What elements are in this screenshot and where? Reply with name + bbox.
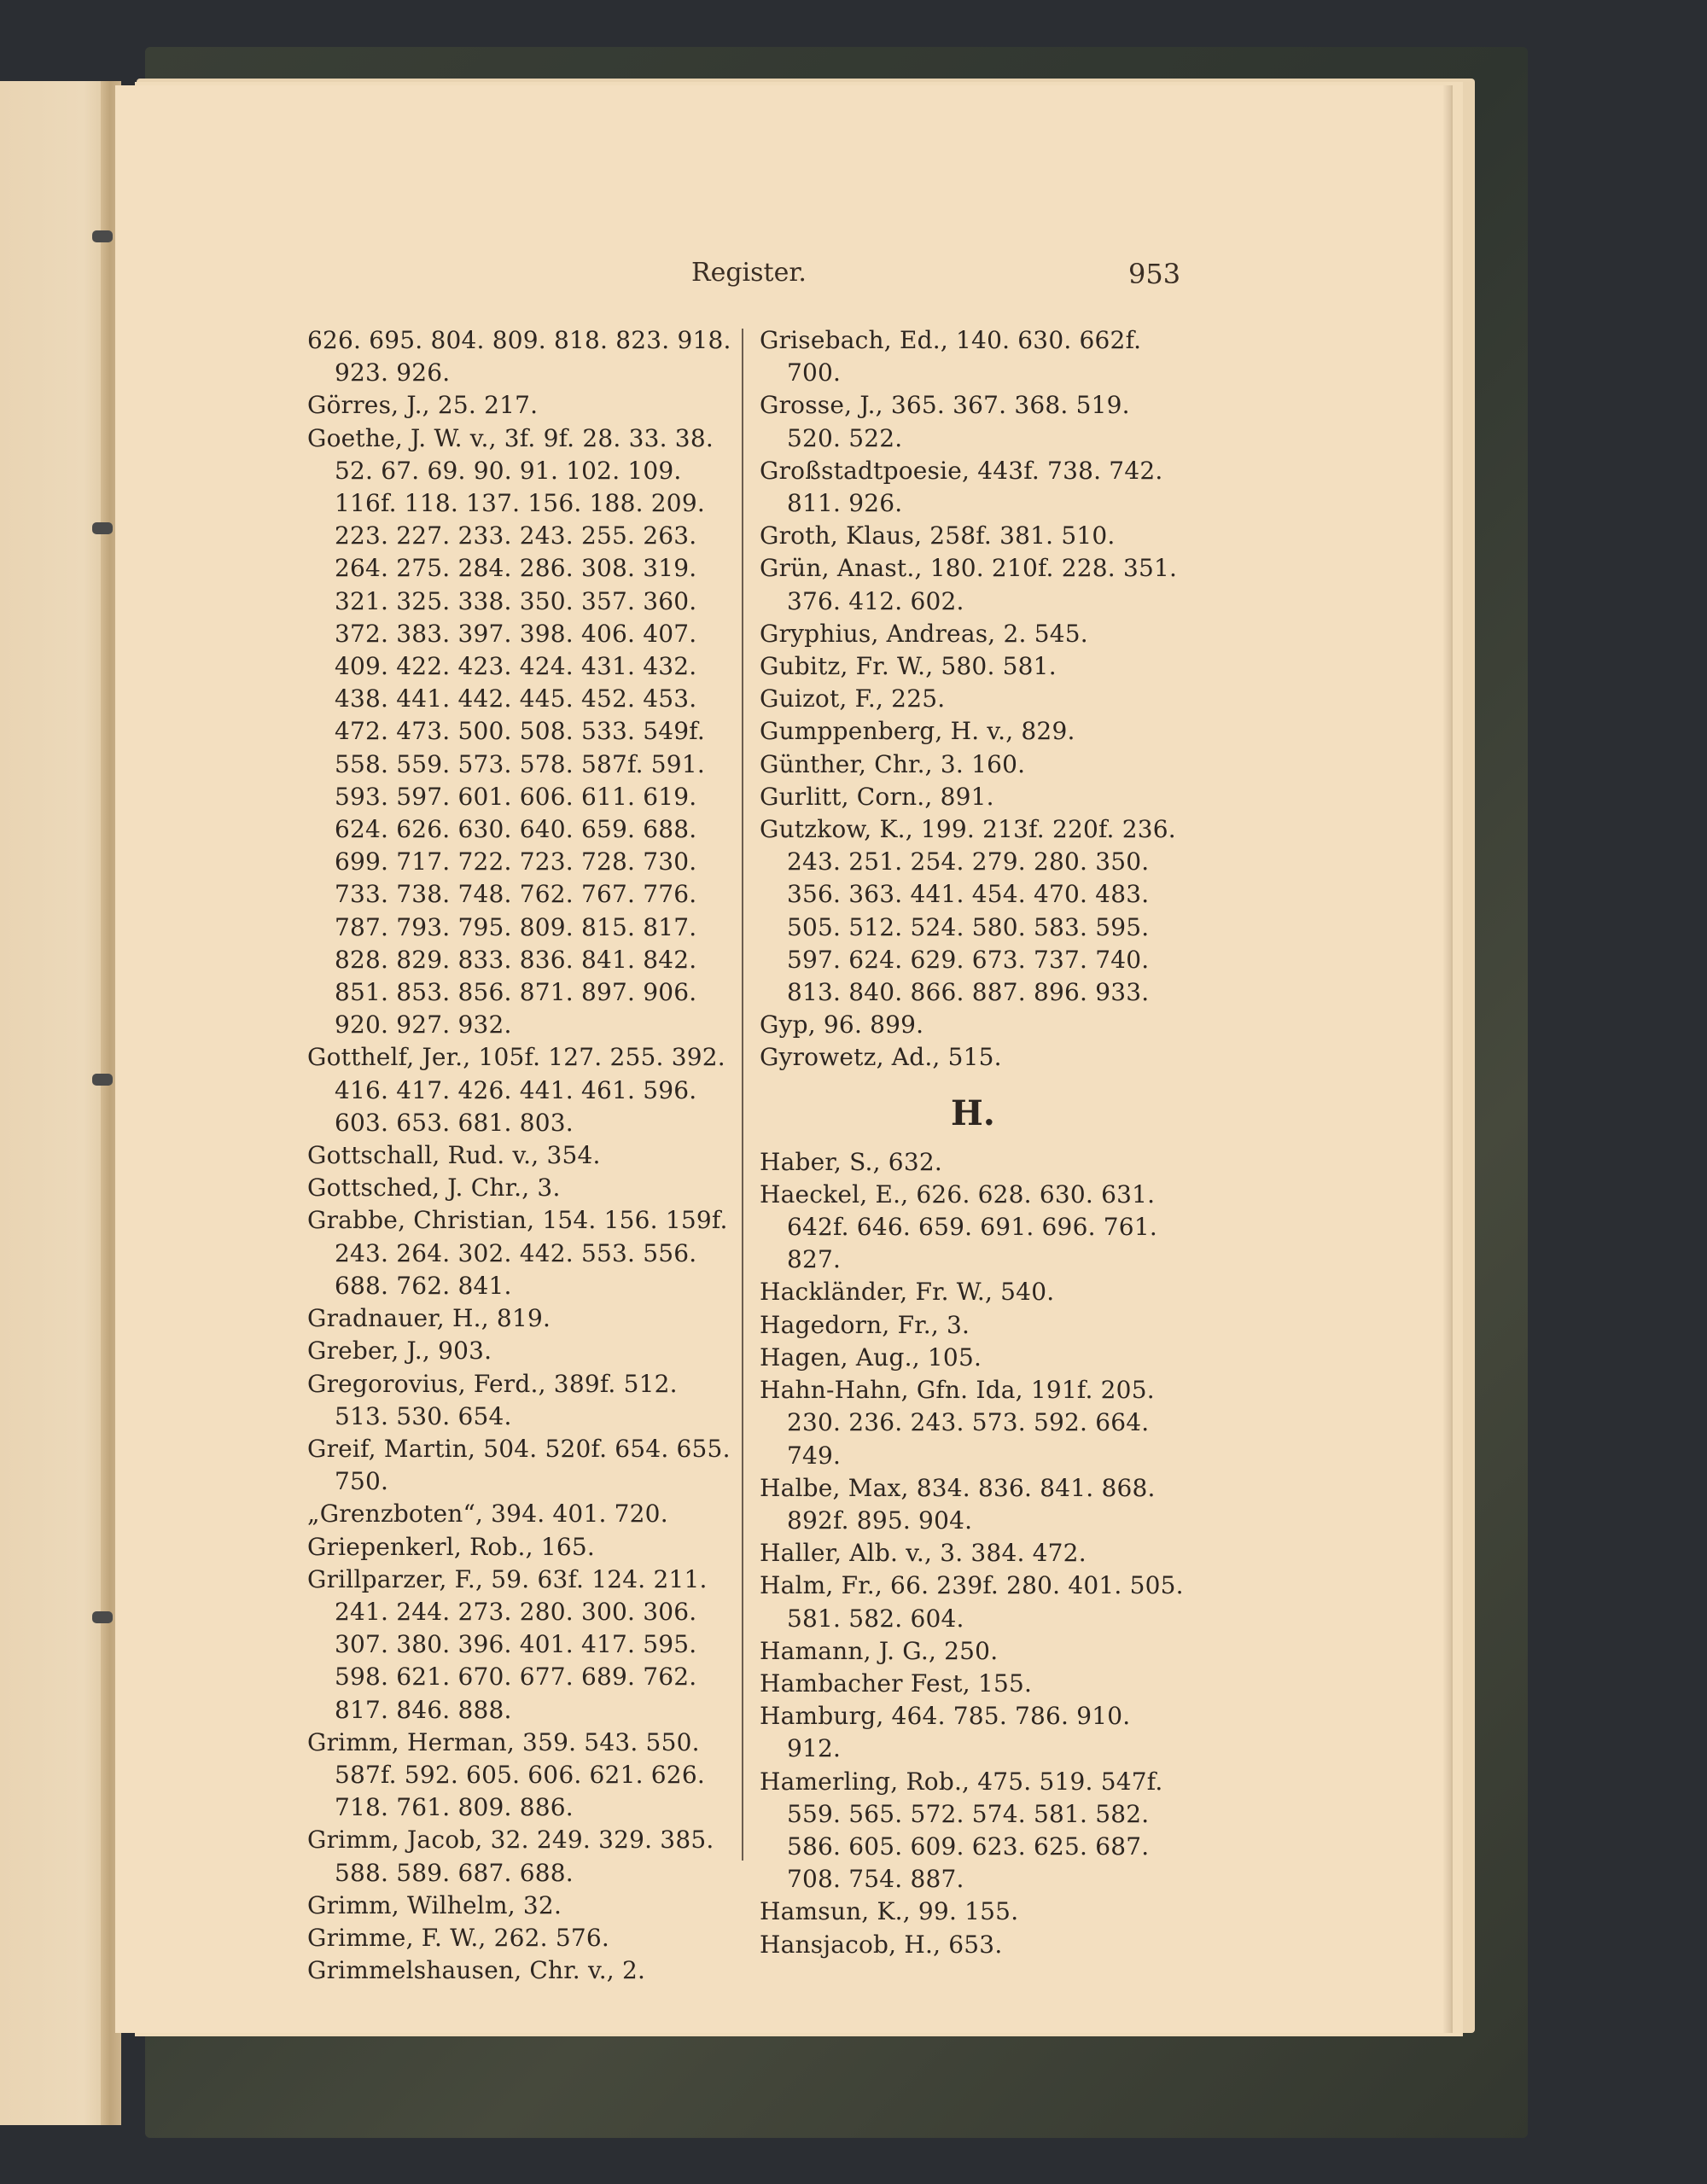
binding-stitch (92, 1074, 113, 1086)
index-entry: Hambacher Fest, 155. (760, 1669, 1033, 1698)
index-entry: Guizot, F., 225. (760, 684, 946, 713)
index-entry: Gutzkow, K., 199. 213f. 220f. 236. 243. 251. 254. 279. 280. 350. 356. 363. 441. 454. 470. 483. 505. 512. 524. 580. 583. 595. 597. 624. 629. 673. 737. 740. 813. 840. 866. 887. 896. 933. (760, 815, 1176, 1007)
index-entry: Halm, Fr., 66. 239f. 280. 401. 505. 581. 582. 604. (760, 1571, 1184, 1633)
page-number: 953 (1128, 258, 1181, 290)
index-entry: Hamann, J. G., 250. (760, 1636, 999, 1665)
index-entry: Gotthelf, Jer., 105f. 127. 255. 392. 416. 417. 426. 441. 461. 596. 603. 653. 681. 803. (307, 1043, 725, 1137)
index-entry: Grisebach, Ed., 140. 630. 662f. 700. (760, 326, 1142, 387)
index-entry: Hamerling, Rob., 475. 519. 547f. 559. 565. 572. 574. 581. 582. 586. 605. 609. 623. 625. 687. 708. 754. 887. (760, 1767, 1163, 1894)
index-entry: Gumppenberg, H. v., 829. (760, 717, 1075, 746)
index-entry: Grimm, Herman, 359. 543. 550. 587f. 592. 605. 606. 621. 626. 718. 761. 809. 886. (307, 1727, 705, 1822)
index-entry: Groth, Klaus, 258f. 381. 510. (760, 521, 1116, 550)
index-entry: Grosse, J., 365. 367. 368. 519. 520. 522. (760, 391, 1130, 452)
index-entry: Hackländer, Fr. W., 540. (760, 1278, 1055, 1307)
index-entry: Gubitz, Fr. W., 580. 581. (760, 652, 1057, 681)
index-entry: Griepenkerl, Rob., 165. (307, 1532, 595, 1561)
section-heading: H. (950, 1092, 996, 1133)
index-entry: Hagen, Aug., 105. (760, 1342, 982, 1372)
index-entry: Gyp, 96. 899. (760, 1010, 924, 1040)
index-entry: Görres, J., 25. 217. (307, 391, 539, 420)
index-entry: Günther, Chr., 3. 160. (760, 749, 1026, 778)
page-shadow (1442, 85, 1453, 2033)
index-entry: Grimmelshausen, Chr. v., 2. (307, 1956, 646, 1985)
index-entry: Gregorovius, Ferd., 389f. 512. 513. 530. 654. (307, 1369, 678, 1430)
index-entry: Grimme, F. W., 262. 576. (307, 1923, 610, 1952)
binding-stitch (92, 522, 113, 534)
index-entry: Gryphius, Andreas, 2. 545. (760, 619, 1088, 648)
index-entry: Großstadtpoesie, 443f. 738. 742. 811. 926. (760, 456, 1163, 518)
index-entry: Haeckel, E., 626. 628. 630. 631. 642f. 646. 659. 691. 696. 761. 827. (760, 1179, 1157, 1274)
index-entry: Gottsched, J. Chr., 3. (307, 1174, 561, 1203)
index-entry: Hamsun, K., 99. 155. (760, 1897, 1019, 1926)
index-entry: Greber, J., 903. (307, 1337, 492, 1366)
index-entry: Hahn-Hahn, Gfn. Ida, 191f. 205. 230. 236. 243. 573. 592. 664. 749. (760, 1376, 1155, 1470)
index-entry: Hansjacob, H., 653. (760, 1930, 1003, 1959)
index-entry: Hagedorn, Fr., 3. (760, 1310, 970, 1339)
index-entry: Haller, Alb. v., 3. 384. 472. (760, 1539, 1087, 1568)
index-entry: Gradnauer, H., 819. (307, 1304, 551, 1333)
index-entry: Gurlitt, Corn., 891. (760, 782, 994, 811)
binding-stitch (92, 1611, 113, 1623)
index-entry: 626. 695. 804. 809. 818. 823. 918. 923. 926. (307, 326, 731, 387)
index-entry: Hamburg, 464. 785. 786. 910. 912. (760, 1702, 1131, 1763)
index-entry: Grillparzer, F., 59. 63f. 124. 211. 241. 244. 273. 280. 300. 306. 307. 380. 396. 401. 417. 595. 598. 621. 670. 677. 689. 762. 817. 846. 888. (307, 1564, 708, 1724)
index-column-right (760, 324, 1186, 1961)
index-entry: Haber, S., 632. (760, 1147, 942, 1176)
index-entry: Grün, Anast., 180. 210f. 228. 351. 376. 412. 602. (760, 554, 1178, 615)
index-column-left (307, 324, 734, 1987)
index-entry: Grabbe, Christian, 154. 156. 159f. 243. 264. 302. 442. 553. 556. 688. 762. 841. (307, 1206, 728, 1300)
binding-stitch (92, 230, 113, 242)
column-divider (742, 329, 743, 1861)
index-entry: Grimm, Wilhelm, 32. (307, 1890, 562, 1919)
index-entry: „Grenzboten“, 394. 401. 720. (307, 1500, 668, 1529)
index-entry: Goethe, J. W. v., 3f. 9f. 28. 33. 38. 52. 67. 69. 90. 91. 102. 109. 116f. 118. 137. 156. 188. 209. 223. 227. 233. 243. 255. 263. 264. 275. 284. 286. 308. 319. 321. 325. 338. 350. 357. 360. 372. 383. 397. 398. 406. 407. 409. 422. 423. 424. 431. 432. 438. 441. 442. 445. 452. 453. 472. 473. 500. 508. 533. 549f. 558. 559. 573. 578. 587f. 591. 593. 597. 601. 606. 611. 619. 624. 626. 630. 640. 659. 688. 699. 717. 722. 723. 728. 730. 733. 738. 748. 762. 767. 776. 787. 793. 795. 809. 815. 817. 828. 829. 833. 836. 841. 842. 851. 853. 856. 871. 897. 906. 920. 927. 932. (307, 423, 714, 1040)
index-entry: Grimm, Jacob, 32. 249. 329. 385. 588. 589. 687. 688. (307, 1826, 714, 1887)
running-header: Register. (691, 258, 807, 288)
index-entry: Gottschall, Rud. v., 354. (307, 1141, 601, 1170)
index-entry: Gyrowetz, Ad., 515. (760, 1043, 1002, 1072)
index-entry: Greif, Martin, 504. 520f. 654. 655. 750. (307, 1434, 731, 1496)
index-entry: Halbe, Max, 834. 836. 841. 868. 892f. 895. 904. (760, 1473, 1156, 1535)
